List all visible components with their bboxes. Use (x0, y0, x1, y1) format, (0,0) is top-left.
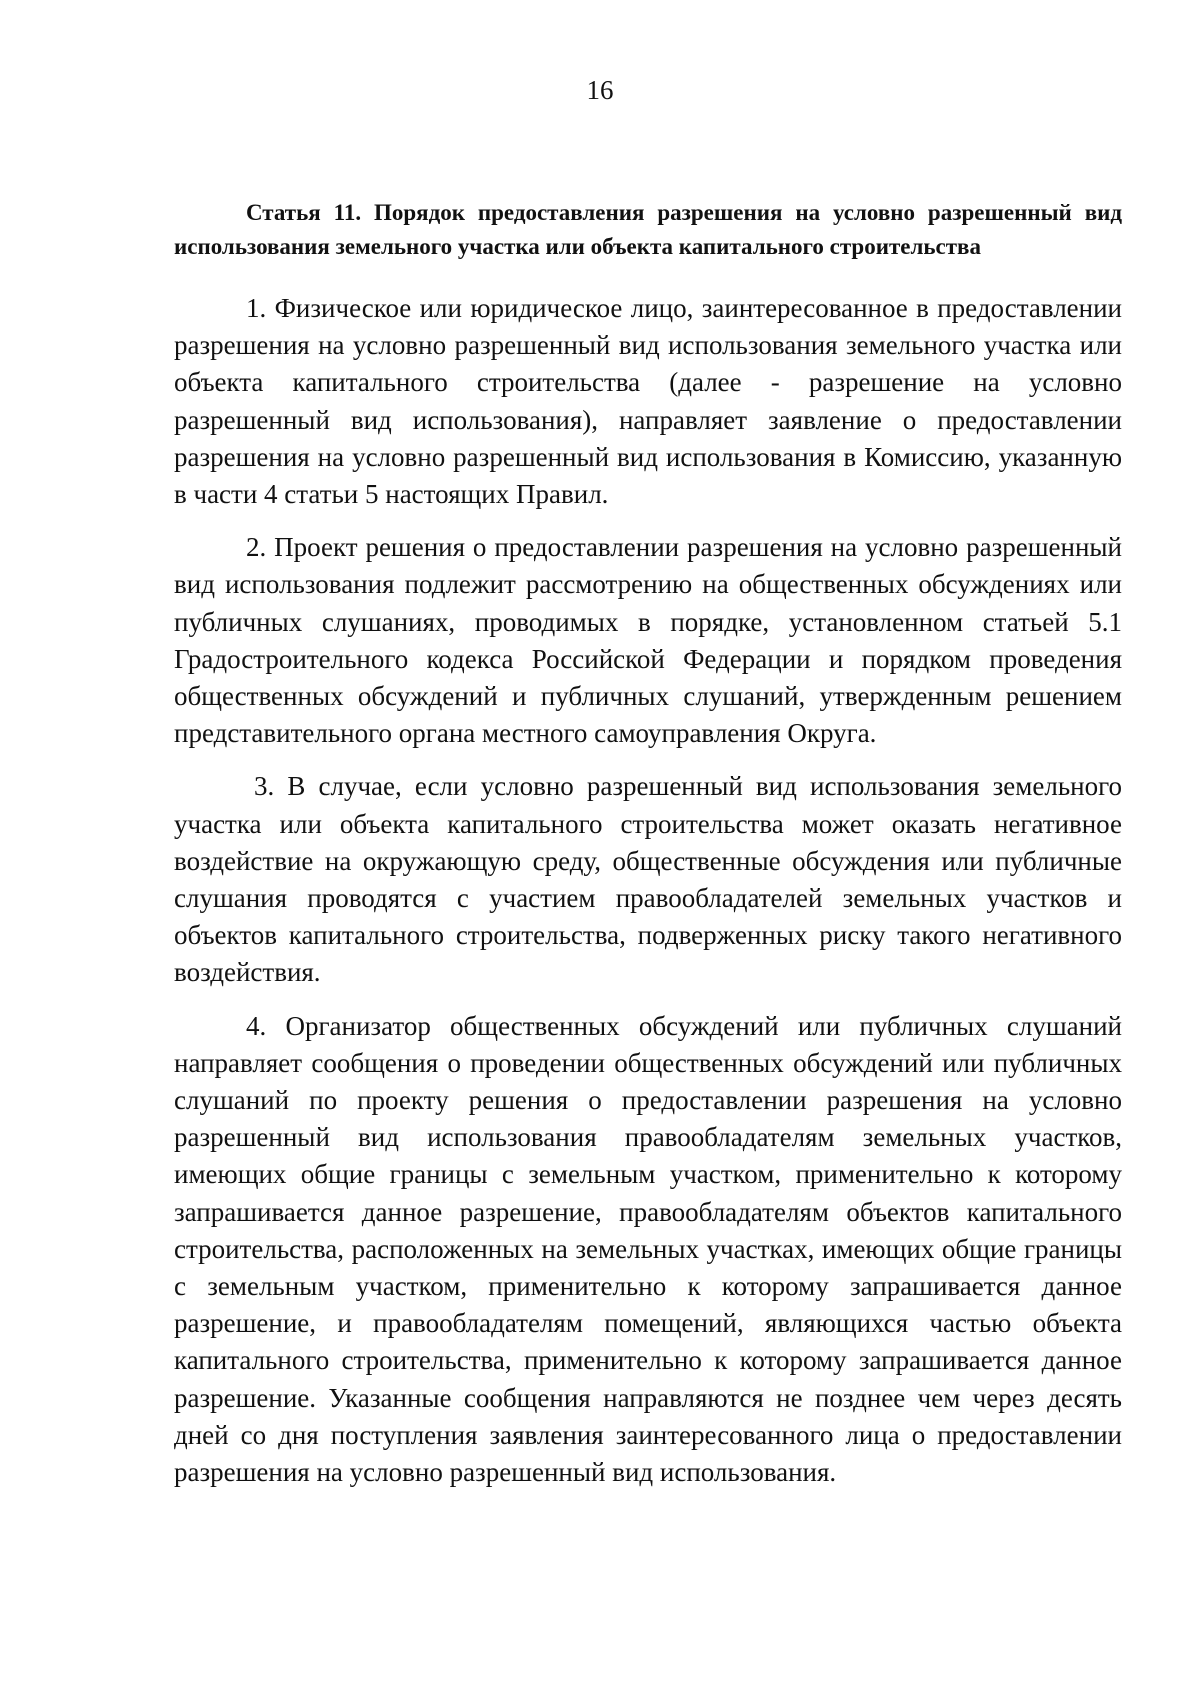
paragraph-3: 3. В случае, если условно разрешенный вид использования земельного участка или объекта капитального строительства может оказать негативное воздействие на окружающую среду, общественные обсуждения или публичные слушания проводятся с участием правообладателей земельных участков и объектов капитального строительства, подверженных риску такого негативного воздействия. (174, 771, 1122, 988)
article-body (174, 196, 1122, 1507)
paragraph-4: 4. Организатор общественных обсуждений или публичных слушаний направляет сообщения о проведении общественных обсуждений или публичных слушаний по проекту решения о предоставлении разрешения на условно разрешенный вид использования правообладателям земельных участков, имеющих общие границы с земельным участком, применительно к которому запрашивается данное разрешение, правообладателям объектов капитального строительства, расположенных на земельных участках, имеющих общие границы с земельным участком, применительно к которому запрашивается данное разрешение, и правообладателям помещений, являющихся частью объекта капитального строительства, применительно к которому запрашивается данное разрешение. Указанные сообщения направляются не позднее чем через десять дней со дня поступления заявления заинтересованного лица о предоставлении разрешения на условно разрешенный вид использования. (174, 1010, 1122, 1488)
page-number: 16 (586, 75, 614, 105)
paragraph-2: 2. Проект решения о предоставлении разрешения на условно разрешенный вид использования подлежит рассмотрению на общественных обсуждениях или публичных слушаниях, проводимых в порядке, установленном статьей 5.1 Градостроительного кодекса Российской Федерации и порядком проведения общественных обсуждений и публичных слушаний, утвержденным решением представительного органа местного самоуправления Округа. (174, 532, 1122, 749)
paragraph-1: 1. Физическое или юридическое лицо, заинтересованное в предоставлении разрешения на условно разрешенный вид использования земельного участка или объекта капитального строительства (далее - разрешение на условно разрешенный вид использования), направляет заявление о предоставлении разрешения на условно разрешенный вид использования в Комиссию, указанную в части 4 статьи 5 настоящих Правил. (174, 293, 1122, 510)
article-title: Статья 11. Порядок предоставления разрешения на условно разрешенный вид использования земельного участка или объекта капитального строительства (174, 200, 1122, 259)
